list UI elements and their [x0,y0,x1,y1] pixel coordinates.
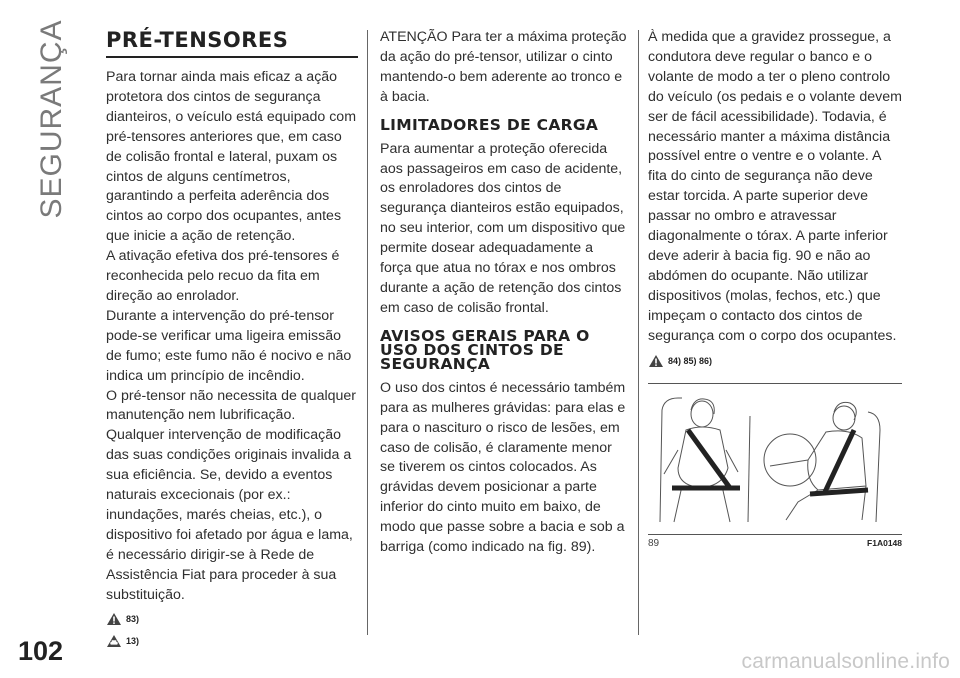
column-1 [106,28,358,649]
page-number: 102 [18,636,64,666]
note-reference-row [106,633,358,649]
paragraph-pretensores-3: Durante a intervenção do pré-tensor pode-se verificar uma ligeira emissão de fumo; este fumo não é nocivo e não indica um princípio de incêndio. [106,307,352,384]
paragraph-pretensores-1: Para tornar ainda mais eficaz a ação protetora dos cintos de segurança dianteiros, o veículo está equipado com pré-tensores anteriores que, em caso de colisão frontal e lateral, puxam os cintos de alguns centímetros, garantindo a perfeita aderência dos cintos ao corpo dos ocupantes, antes que inicie a ação de retenção. [106,69,357,245]
heading-avisos [380,326,628,373]
heading-avisos-line-2: USO DOS CINTOS DE [380,340,564,359]
column-3 [648,28,902,549]
paragraph-pretensores-2: A ativação efetiva dos pré-tensores é reconhecida pelo recuo da fita em direção ao enrolador. [106,248,340,304]
note-ref-text: 13) [126,636,140,647]
paragraph-avisos-1: O uso dos cintos é necessário também para as mulheres grávidas: para elas e para o nascituro o risco de lesões, em caso de colisão, é claramente menor se tiverem os cintos colocados. As grávidas devem posicionar a parte inferior do cinto muito em baixo, de modo que passe sobre a bacia e sob a barriga (como indicado na fig. 89). [380,379,626,556]
figure-caption [648,538,902,549]
heading-pretensores: PRÉ-TENSORES [106,28,358,58]
paragraph-pretensores-4: O pré-tensor não necessita de qualquer manutenção nem lubrificação. [106,387,357,424]
watermark: carmanualsonline.info [741,650,950,673]
warning-reference-row-2 [648,353,902,369]
heading-avisos-line-1: AVISOS GERAIS PARA O [380,326,590,345]
warning-refs-text: 84) 85) 86) [668,355,713,366]
paragraph-avisos-2: À medida que a gravidez prossegue, a condutora deve regular o banco e o volante de modo a ter o pleno controlo do veículo (os pedais e o volante devem ser de fácil acessibilidade). Todavia, é necessário manter a máxima distância possível entre o ventre e o volante. A fita do cinto de segurança não deve estar torcida. A parte superior deve passar no ombro e atravessar diagonalmente o tórax. A parte inferior deve aderir à bacia fig. 90 e não ao abdómen do ocupante. Não utilizar dispositivos (molas, fechos, etc.) que impeçam o contacto dos cintos de segurança com o corpo dos ocupantes. [648,29,902,344]
paragraph-atencao: ATENÇÃO Para ter a máxima proteção da ação do pré-tensor, utilizar o cinto mantendo-o bem aderente ao tronco e à bacia. [380,29,627,105]
heading-limitadores: LIMITADORES DE CARGA [380,115,599,134]
column-divider-1 [367,30,368,635]
warning-reference-row [106,611,358,627]
warning-triangle-icon [648,354,664,368]
column-divider-2 [638,30,639,635]
car-note-icon [106,634,122,648]
pregnant-seatbelt-illustration [648,390,902,530]
figure-code: F1A0148 [867,537,902,548]
column-2 [380,28,628,558]
figure-number: 89 [648,537,660,549]
heading-avisos-line-3: SEGURANÇA [380,354,491,373]
warning-ref-text: 83) [126,614,140,625]
side-section-title [22,19,82,219]
warning-triangle-icon [106,612,122,626]
paragraph-pretensores-5: Qualquer intervenção de modificação das suas condições originais invalida a sua eficiência. Se, devido a eventos naturais excecionais (por ex.: inundações, marés cheias, etc.), o dispositivo foi afetado por água e lama, é necessário dirigir-se à Rede de Assistência Fiat para proceder à sua substituição. [106,427,353,603]
side-section-title-text: SEGURANÇA [35,19,68,219]
paragraph-limitadores: Para aumentar a proteção oferecida aos passageiros em caso de acidente, os enroladores dos cintos de segurança dianteiros estão equipados, no seu interior, com um dispositivo que permite dosear adequadamente a força que atua no tórax e nos ombros durante a ação de retenção dos cintos em caso de colisão frontal. [380,140,626,316]
figure-89 [648,383,902,535]
